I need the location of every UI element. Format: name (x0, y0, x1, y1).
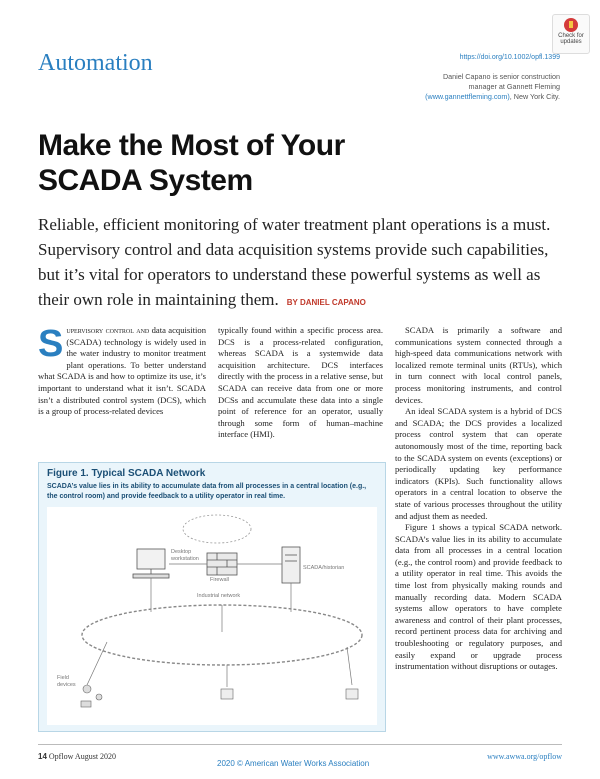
network-diagram-svg (47, 507, 377, 725)
field-devices-label: Field devices (57, 675, 76, 688)
author-website-link[interactable]: (www.gannettfleming.com) (425, 92, 510, 101)
server-icon (282, 547, 300, 583)
footer-url[interactable]: www.awwa.org/opflow (487, 752, 562, 761)
footer-divider (38, 744, 562, 745)
issue-date: August 2020 (74, 752, 117, 761)
author-line2: manager at Gannett Fleming (468, 82, 560, 91)
author-line1: Daniel Capano is senior construction (442, 72, 560, 81)
section-label: Automation (38, 50, 153, 76)
firewall-label: Firewall (210, 577, 229, 583)
body-column-2 (218, 325, 383, 441)
title-line1: Make the Most of Your (38, 129, 345, 162)
deck-text: Reliable, efficient monitoring of water treatment plant operations is a must. Supervisory control and data acquisition systems provide such capabilities, but it’s vital for operators to understand these powerful systems as well as their own role in maintaining them. (38, 215, 551, 309)
body-column-1 (38, 325, 206, 418)
body-column-3 (395, 325, 562, 673)
network-label: Industrial network (197, 593, 241, 599)
article-title (38, 128, 458, 198)
drop-cap: S (38, 323, 64, 365)
doi-link[interactable]: https://doi.org/10.1002/opfl.1399 (459, 54, 560, 61)
rtu-icon (221, 689, 233, 699)
lead-in: upervisory control and (66, 325, 150, 335)
rtu-icon (346, 689, 358, 699)
figure-1 (38, 462, 386, 732)
page-number: 14 (38, 752, 47, 761)
col2-paragraph: typically found within a specific process area. DCS is a process-related configuration, whereas SCADA is a systemwide data acquisition architecture. DCS interfaces directly with the process in a relative sense, but SCADA can receive data from one or more DCSs and accumulate these data into a single point of reference for an operator, usually through some form of human–machine interface (HMI). (218, 325, 383, 440)
article-deck (38, 212, 562, 315)
magazine-name: Opflow (48, 752, 74, 761)
bookmark-icon (564, 18, 578, 32)
col3-paragraph-3: Figure 1 shows a typical SCADA network. SCADA’s value lies in its ability to accumulate data from all processes in a central location (e.g., the control room) and provide feedback to a utility operator in real time. This avoids the time lost from physically making rounds and manually recording data. Modern SCADA systems allow operators to have complete awareness and control of their plant processes, record pertinent process data for archiving and troubleshooting or regulatory purposes, and easily expand or upgrade process instrumentation without disruptions or outages. (395, 522, 562, 672)
scada-network-diagram (47, 507, 377, 725)
badge-line1: Check for (558, 33, 584, 39)
title-line2: SCADA System (38, 164, 253, 197)
author-note (370, 72, 560, 102)
check-for-updates-badge[interactable] (552, 14, 590, 54)
badge-line2: updates (560, 39, 582, 45)
cloud-icon (183, 515, 251, 543)
footer-folio (38, 752, 116, 761)
col3-paragraph-1: SCADA is primarily a software and communications system connected through a high-speed data communications network with localized remote terminal units (RTUs), which in turn connect with local control panels, process monitoring instruments, and control devices. (395, 325, 562, 405)
figure-caption: SCADA’s value lies in its ability to accumulate data from all processes in a central location (e.g., the control room) and provide feedback to a utility operator in real time. (47, 483, 367, 500)
col1-text: data acquisition (SCADA) technology is widely used in the water industry to monitor treatment plant operations. To better understand what SCADA is and how to optimize its use, it’s important to understand what it isn’t. SCADA isn’t a distributed control system (DCS), which is a group of process-related devices (38, 325, 206, 417)
desktop-icon (133, 549, 169, 578)
col3-paragraph-2: An ideal SCADA system is a hybrid of DCS and SCADA; the DCS provides a localized process control system that can operate autonomously most of the time, reporting back to the SCADA system on events (exceptions) or periodically updating key performance indicators (KPIs). Such functionality allows operators in a central location to observe the state of various processes throughout the utility and adjust them as needed. (395, 406, 562, 521)
server-label: SCADA/historian (303, 565, 345, 571)
copyright: 2020 © American Water Works Association (217, 759, 370, 768)
byline: BY DANIEL CAPANO (286, 298, 366, 307)
figure-title: Figure 1. Typical SCADA Network (47, 468, 206, 479)
author-city: , New York City. (509, 92, 560, 101)
field-device-icon (81, 685, 102, 707)
firewall-icon (207, 553, 237, 575)
desktop-label: Desktop workstation (171, 549, 199, 562)
